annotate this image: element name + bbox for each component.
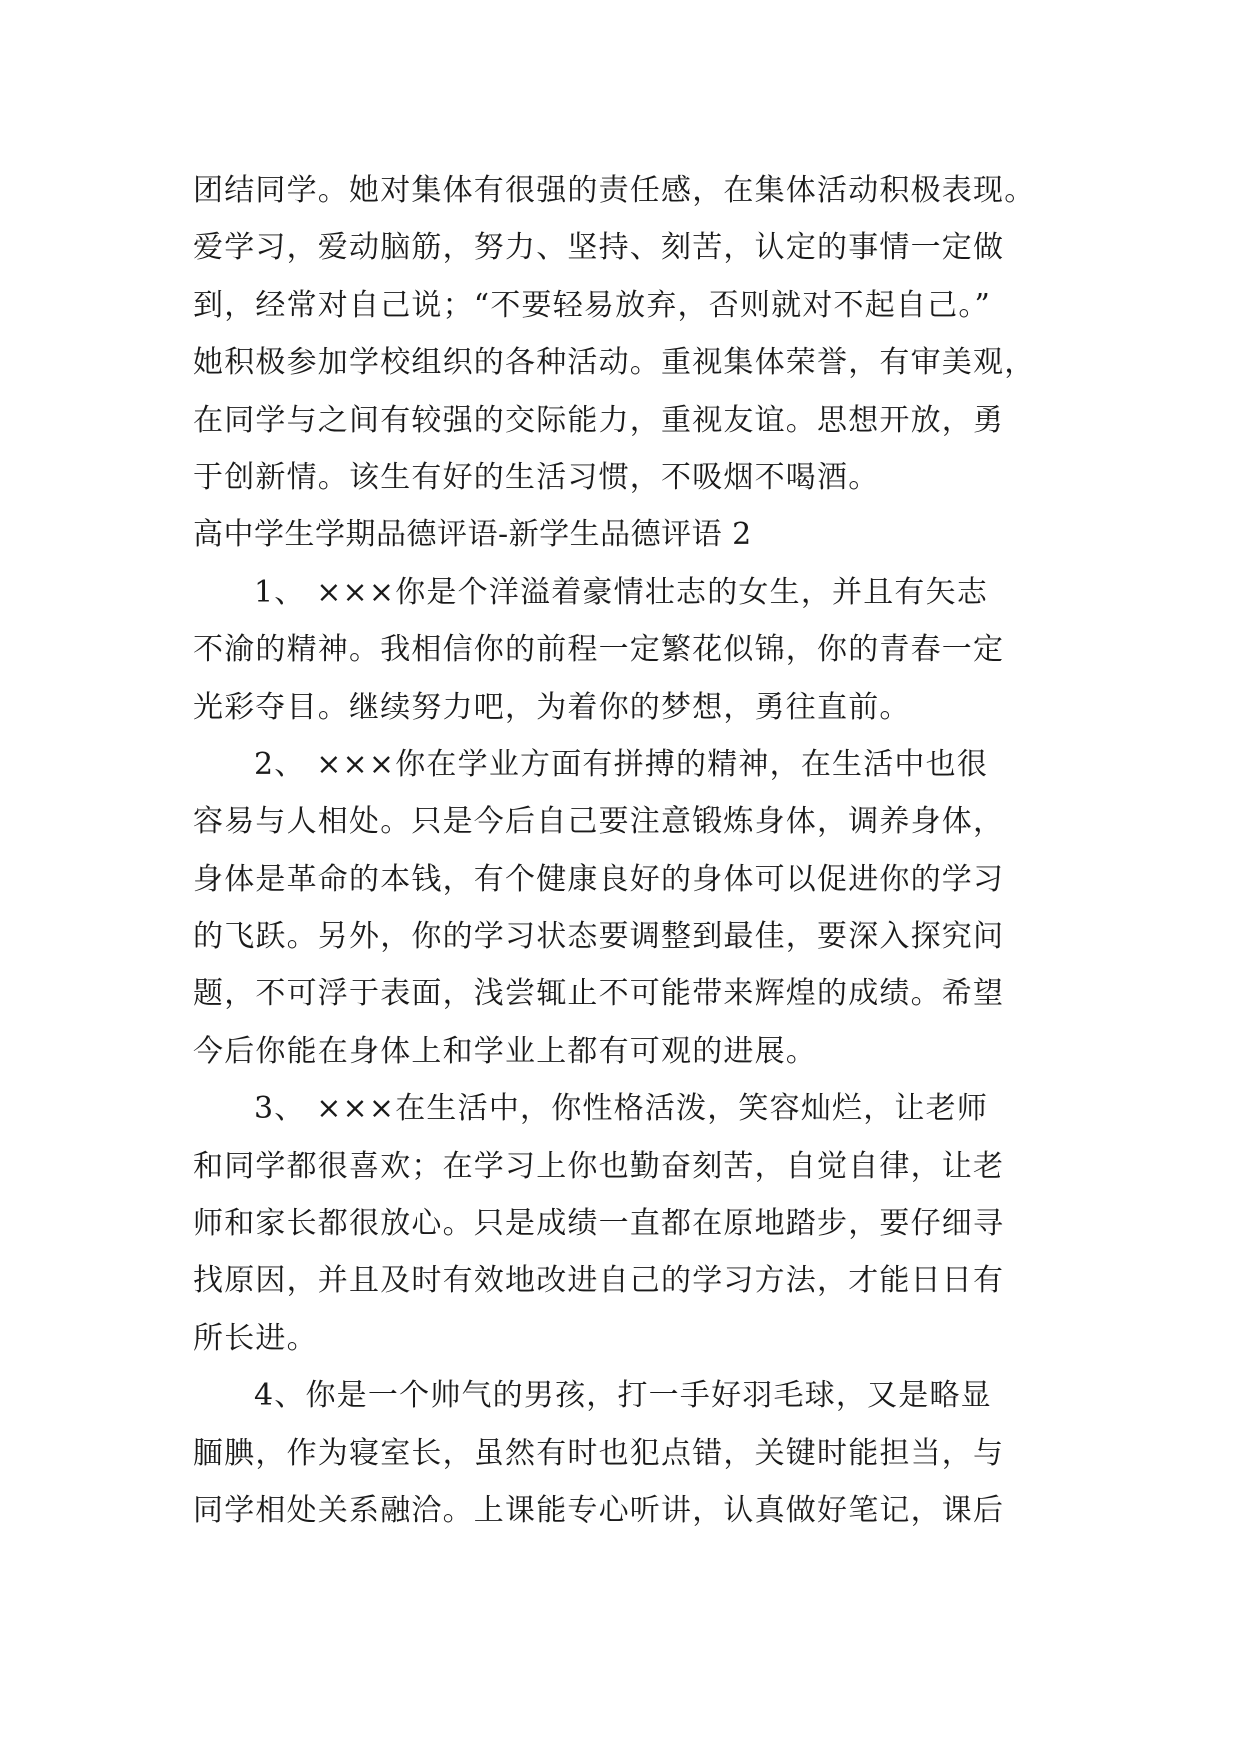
text-line: 身体是革命的本钱，有个健康良好的身体可以促进你的学习: [193, 861, 1005, 897]
text-line: 到，经常对自己说；“不要轻易放弃，否则就对不起自己。”: [193, 287, 992, 323]
text-line: 腼腆，作为寝室长，虽然有时也犯点错，关键时能担当，与: [193, 1435, 1005, 1471]
text-line: 4、你是一个帅气的男孩，打一手好羽毛球，又是略显: [254, 1378, 992, 1414]
document-body: [193, 162, 1051, 1539]
text-line: 的飞跃。另外，你的学习状态要调整到最佳，要深入探究问: [193, 919, 1005, 955]
text-line: 团结同学。她对集体有很强的责任感，在集体活动积极表现。: [193, 173, 1036, 208]
section-title: 高中学生学期品德评语-新学生品德评语 2: [193, 517, 752, 553]
text-line: 不渝的精神。我相信你的前程一定繁花似锦，你的青春一定: [193, 632, 1005, 668]
comment-item-3: [193, 1080, 1051, 1367]
text-line: 2、 ×××你在学业方面有拼搏的精神，在生活中也很: [254, 746, 989, 782]
comment-item-1: [193, 564, 1051, 736]
text-line: 容易与人相处。只是今后自己要注意锻炼身体，调养身体，: [193, 804, 1005, 840]
text-line: 3、 ×××在生活中，你性格活泼，笑容灿烂，让老师: [254, 1091, 989, 1127]
text-line: 她积极参加学校组织的各种活动。重视集体荣誉，有审美观，: [193, 345, 1036, 381]
text-line: 于创新情。该生有好的生活习惯，不吸烟不喝酒。: [193, 459, 880, 495]
text-line: 光彩夺目。继续努力吧，为着你的梦想，勇往直前。: [193, 689, 911, 725]
comment-item-2: [193, 736, 1051, 1080]
text-line: 师和家长都很放心。只是成绩一直都在原地踏步，要仔细寻: [193, 1206, 1005, 1242]
text-line: 今后你能在身体上和学业上都有可观的进展。: [193, 1033, 817, 1069]
text-line: 题，不可浮于表面，浅尝辄止不可能带来辉煌的成绩。希望: [193, 976, 1005, 1012]
text-line: 爱学习，爱动脑筋，努力、坚持、刻苦，认定的事情一定做: [193, 230, 1005, 266]
intro-paragraph: [193, 162, 1051, 506]
text-line: 所长进。: [193, 1320, 318, 1356]
comment-item-4: [193, 1367, 1051, 1539]
text-line: 和同学都很喜欢；在学习上你也勤奋刻苦，自觉自律，让老: [193, 1148, 1005, 1184]
text-line: 1、 ×××你是个洋溢着豪情壮志的女生，并且有矢志: [254, 574, 989, 610]
text-line: 找原因，并且及时有效地改进自己的学习方法，才能日日有: [193, 1263, 1005, 1299]
text-line: 同学相处关系融洽。上课能专心听讲，认真做好笔记，课后: [193, 1492, 1005, 1528]
text-line: 在同学与之间有较强的交际能力，重视友谊。思想开放，勇: [193, 402, 1005, 438]
